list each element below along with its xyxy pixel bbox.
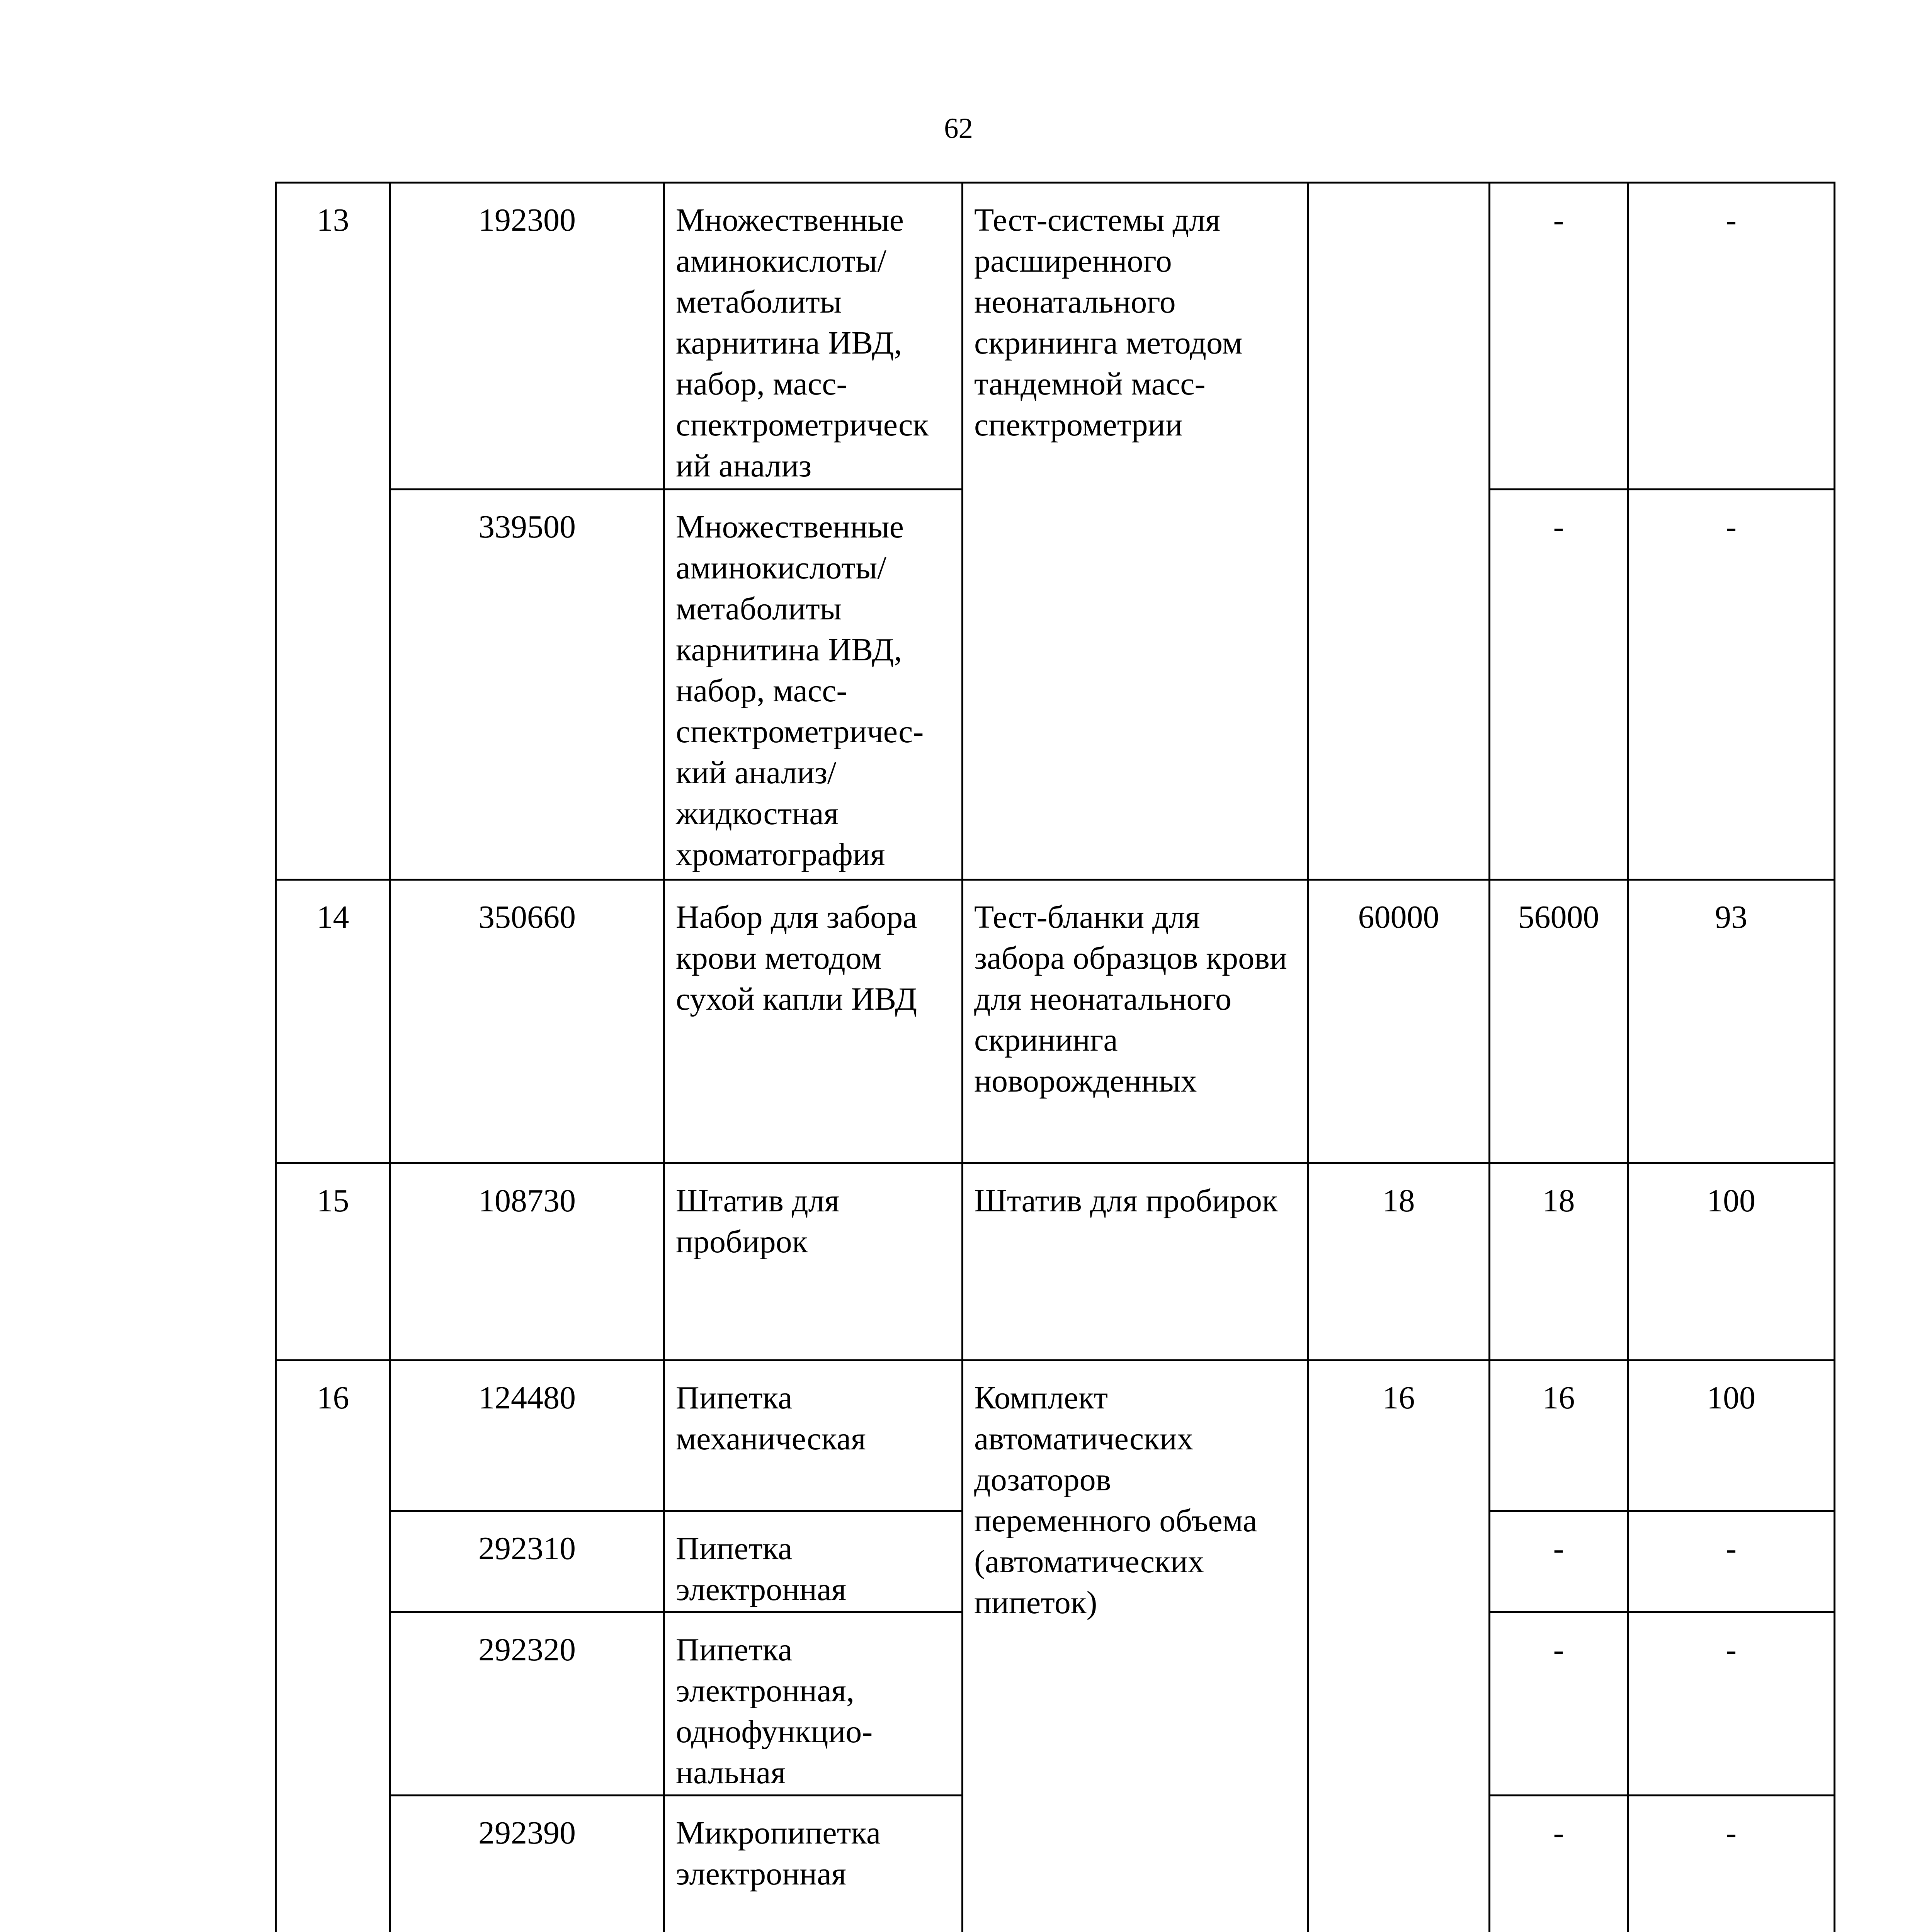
code-cell: 339500 bbox=[390, 490, 664, 880]
name-cell: Штатив для пробирок bbox=[664, 1163, 963, 1361]
table-row bbox=[276, 1361, 1835, 1511]
description-cell: Штатив для пробирок bbox=[963, 1163, 1308, 1361]
row-number-cell: 16 bbox=[276, 1361, 390, 1932]
actual-quantity-cell: 16 bbox=[1490, 1361, 1628, 1511]
actual-quantity-cell: - bbox=[1490, 490, 1628, 880]
percent-cell: - bbox=[1628, 490, 1835, 880]
required-quantity-cell: 18 bbox=[1308, 1163, 1490, 1361]
actual-quantity-cell: - bbox=[1490, 183, 1628, 490]
percent-cell: 93 bbox=[1628, 880, 1835, 1163]
equipment-table bbox=[275, 182, 1835, 1932]
percent-cell: 100 bbox=[1628, 1163, 1835, 1361]
required-quantity-cell bbox=[1308, 183, 1490, 880]
required-quantity-cell: 60000 bbox=[1308, 880, 1490, 1163]
code-cell: 350660 bbox=[390, 880, 664, 1163]
percent-cell: - bbox=[1628, 1796, 1835, 1932]
name-cell: Пипетка электронная bbox=[664, 1511, 963, 1612]
description-cell: Тест-бланки для забора образцов крови для неонатального скрининга новорожденных bbox=[963, 880, 1308, 1163]
table-row bbox=[276, 183, 1835, 490]
name-cell: Набор для забора крови методом сухой капли ИВД bbox=[664, 880, 963, 1163]
row-number-cell: 15 bbox=[276, 1163, 390, 1361]
code-cell: 192300 bbox=[390, 183, 664, 490]
code-cell: 292390 bbox=[390, 1796, 664, 1932]
actual-quantity-cell: - bbox=[1490, 1796, 1628, 1932]
row-number-cell: 14 bbox=[276, 880, 390, 1163]
description-cell: Тест-системы для расширенного неонатального скрининга методом тандемной масс-спектрометрии bbox=[963, 183, 1308, 880]
row-number-cell: 13 bbox=[276, 183, 390, 880]
name-cell: Пипетка механическая bbox=[664, 1361, 963, 1511]
code-cell: 292310 bbox=[390, 1511, 664, 1612]
percent-cell: 100 bbox=[1628, 1361, 1835, 1511]
actual-quantity-cell: 18 bbox=[1490, 1163, 1628, 1361]
actual-quantity-cell: - bbox=[1490, 1612, 1628, 1796]
name-cell: Множественные аминокислоты/ метаболиты карнитина ИВД, набор, масс-спектрометричес-кий анализ/ жидкостная хроматография bbox=[664, 490, 963, 880]
percent-cell: - bbox=[1628, 1511, 1835, 1612]
page-number: 62 bbox=[944, 112, 973, 145]
description-cell: Комплект автоматических дозаторов переменного объема (автоматических пипеток) bbox=[963, 1361, 1308, 1932]
code-cell: 124480 bbox=[390, 1361, 664, 1511]
name-cell: Микропипетка электронная bbox=[664, 1796, 963, 1932]
table-row bbox=[276, 1163, 1835, 1361]
actual-quantity-cell: 56000 bbox=[1490, 880, 1628, 1163]
percent-cell: - bbox=[1628, 1612, 1835, 1796]
actual-quantity-cell: - bbox=[1490, 1511, 1628, 1612]
table-row bbox=[276, 880, 1835, 1163]
code-cell: 108730 bbox=[390, 1163, 664, 1361]
code-cell: 292320 bbox=[390, 1612, 664, 1796]
required-quantity-cell: 16 bbox=[1308, 1361, 1490, 1932]
percent-cell: - bbox=[1628, 183, 1835, 490]
name-cell: Множественные аминокислоты/ метаболиты карнитина ИВД, набор, масс-спектрометрическ ий анализ bbox=[664, 183, 963, 490]
name-cell: Пипетка электронная, однофункцио-нальная bbox=[664, 1612, 963, 1796]
